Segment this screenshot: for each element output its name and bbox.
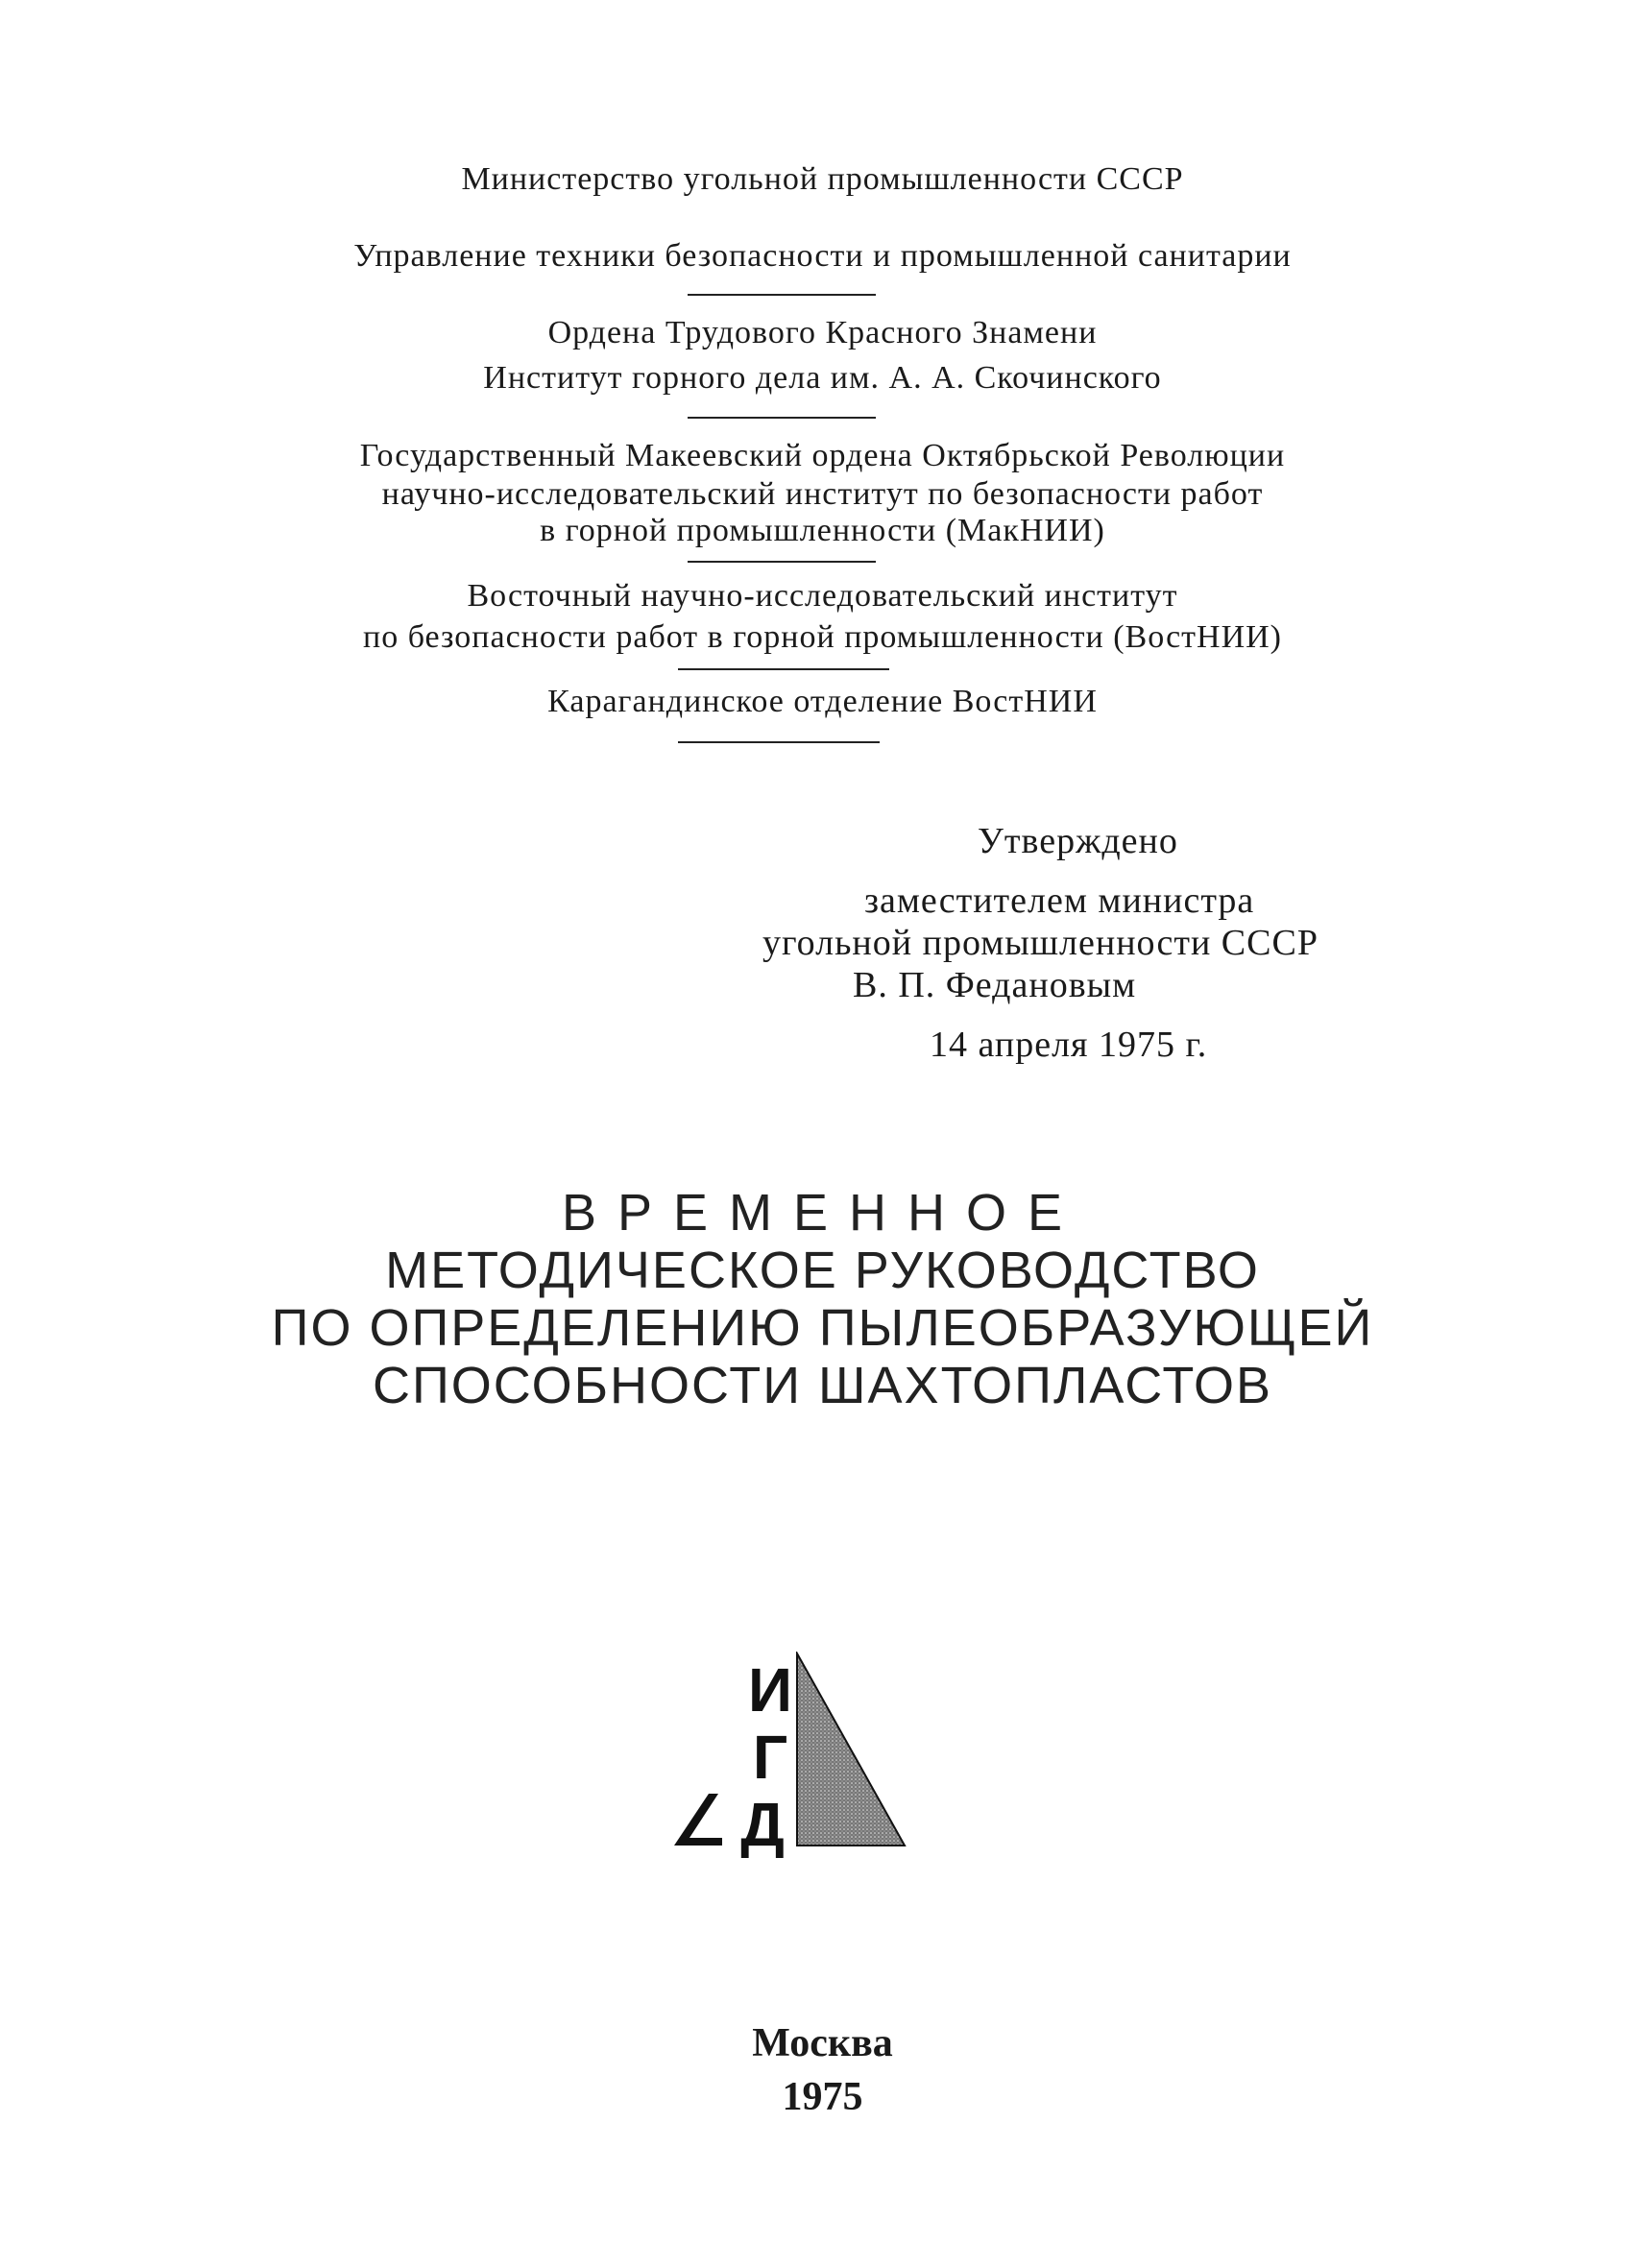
logo-angle-mark xyxy=(674,1794,722,1846)
igd-line-2: Институт горного дела им. А. А. Скочинского xyxy=(483,360,1162,396)
separator xyxy=(678,741,880,743)
year-label: 1975 xyxy=(782,2075,863,2119)
separator xyxy=(678,668,889,670)
logo-letter-g: Г xyxy=(752,1723,788,1792)
vostnii-line-2: по безопасности работ в горной промышленности (ВостНИИ) xyxy=(363,619,1282,655)
makniі-line-3: в горной промышленности (МакНИИ) xyxy=(540,513,1105,548)
separator xyxy=(688,294,876,296)
triangle-shape xyxy=(797,1653,905,1846)
makniі-line-1: Государственный Макеевский ордена Октябрьской Революции xyxy=(359,438,1286,473)
approval-line-3: В. П. Федановым xyxy=(853,965,1137,1005)
approval-line-2: угольной промышленности СССР xyxy=(762,923,1318,963)
title-line-1: ВРЕМЕННОЕ xyxy=(561,1184,1084,1242)
approval-date: 14 апреля 1975 г. xyxy=(930,1025,1208,1065)
title-line-3: ПО ОПРЕДЕЛЕНИЮ ПЫЛЕОБРАЗУЮЩЕЙ xyxy=(271,1299,1374,1357)
separator xyxy=(688,561,876,563)
approval-line-1: заместителем министра xyxy=(864,881,1255,921)
makniі-line-2: научно-исследовательский институт по безопасности работ xyxy=(381,476,1264,512)
vostnii-line-1: Восточный научно-исследовательский институт xyxy=(467,578,1178,614)
title-line-2: МЕТОДИЧЕСКОЕ РУКОВОДСТВО xyxy=(385,1242,1260,1299)
igd-triangle-logo-icon xyxy=(663,1652,912,1868)
logo-letter-d: Д xyxy=(740,1790,785,1859)
karaganda-line: Карагандинское отделение ВостНИИ xyxy=(547,684,1098,719)
city-label: Москва xyxy=(752,2021,893,2065)
title-line-4: СПОСОБНОСТИ ШАХТОПЛАСТОВ xyxy=(372,1357,1273,1414)
logo-letter-i: И xyxy=(748,1655,792,1725)
igd-line-1: Ордена Трудового Красного Знамени xyxy=(547,315,1098,350)
department-line: Управление техники безопасности и промышленной санитарии xyxy=(353,238,1292,274)
separator xyxy=(688,417,876,419)
ministry-line: Министерство угольной промышленности СССР xyxy=(461,161,1184,197)
approval-heading: Утверждено xyxy=(978,821,1178,861)
